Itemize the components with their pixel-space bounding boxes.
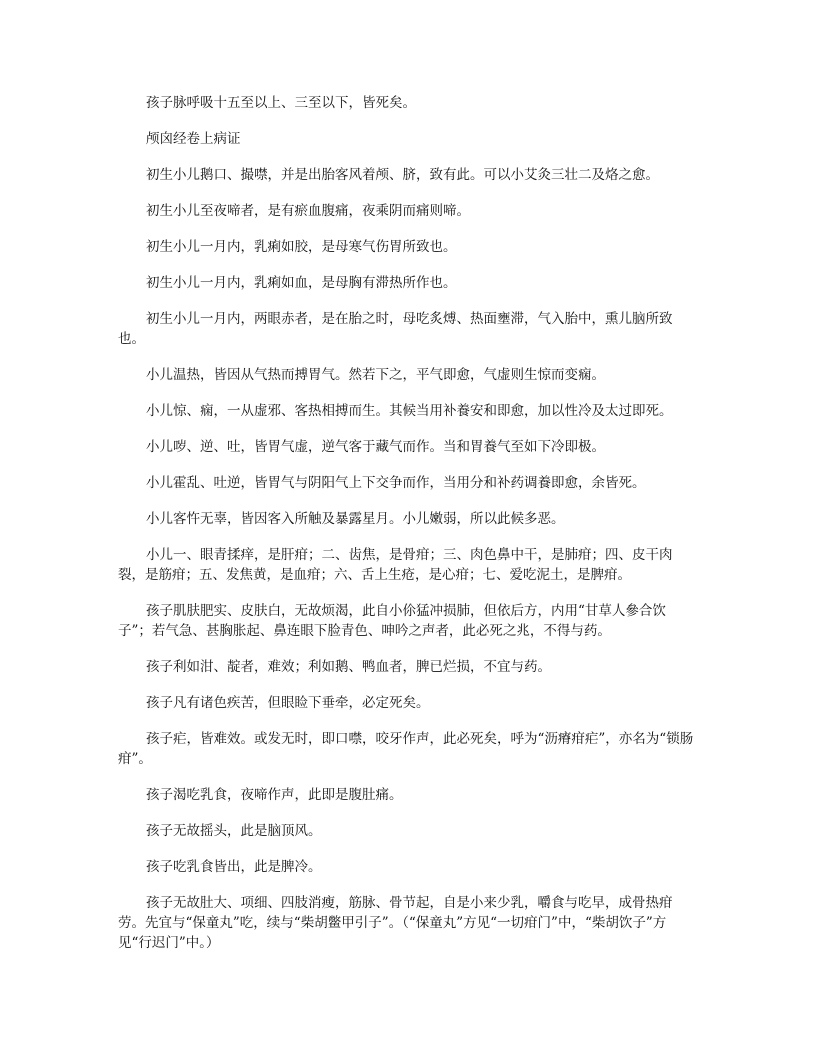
paragraph: 小儿客忤无辜，皆因客入所触及暴露星月。小儿嫩弱，所以此候多恶。 [146,511,565,527]
document-body [118,93,696,969]
paragraph: 初生小儿至夜啼者，是有瘀血腹痛，夜乘阴而痛则啼。 [146,203,470,219]
paragraph: 初生小儿一月内，两眼赤者，是在胎之时，母吃炙煿、热面壅滞，气入胎中，熏儿脑所致也。 [118,311,673,347]
paragraph: 初生小儿鹅口、撮噤，并是出胎客风着颅、脐，致有此。可以小艾灸三壮二及烙之愈。 [146,167,659,183]
paragraph: 小儿惊、痫，一从虚邪、客热相搏而生。其候当用补養安和即愈，加以性冷及太过即死。 [146,403,673,419]
paragraph: 孩子利如泔、靛者，难效；利如鹅、鸭血者，脾已烂损，不宜与药。 [146,659,551,675]
paragraph: 孩子无故摇头，此是脑顶风。 [146,823,322,839]
paragraph: 小儿温热，皆因从气热而搏胃气。然若下之，平气即愈，气虚则生惊而变痫。 [146,367,605,383]
paragraph: 孩子疟，皆难效。或发无时，即口噤，咬牙作声，此必死矣，呼为“沥瘠疳疟”，亦名为“锁肠疳”。 [118,731,694,767]
paragraph: 孩子渴吃乳食，夜啼作声，此即是腹肚痛。 [146,787,403,803]
section-heading: 颅囟经卷上病证 [146,131,241,147]
paragraph: 小儿一、眼青揉痒，是肝疳；二、齿焦，是骨疳；三、肉色鼻中干，是肺疳；四、皮干肉裂，是筋疳；五、发焦黄，是血疳；六、舌上生疮，是心疳；七、爱吃泥土，是脾疳。 [118,547,673,583]
paragraph: 孩子凡有诸色疾苦，但眼睑下垂牵，必定死矣。 [146,695,430,711]
paragraph: 孩子吃乳食皆出，此是脾冷。 [146,859,322,875]
paragraph: 初生小儿一月内，乳痢如胶，是母寒气伤胃所致也。 [146,239,457,255]
paragraph: 小儿哕、逆、吐，皆胃气虚，逆气客于藏气而作。当和胃養气至如下冷即极。 [146,439,605,455]
paragraph: 孩子肌肤肥实、皮肤白，无故烦渴，此自小伱猛冲损肺，但依后方，内用“甘草人參合饮子”；若气急、甚胸胀起、鼻连眼下脸青色、呻吟之声者，此必死之兆，不得与药。 [118,603,666,639]
paragraph-pulse-death: 孩子脉呼吸十五至以上、三至以下，皆死矣。 [146,95,416,111]
paragraph: 初生小儿一月内，乳痢如血，是母胸有滞热所作也。 [146,275,457,291]
paragraph: 孩子无故肚大、项细、四肢消瘦，筋脉、骨节起，自是小来少乳，嚼食与吃早，成骨热疳劳。先宜与“保童丸”吃，续与“柴胡鳖甲引子”。（“保童丸”方见“一切疳门”中，“柴胡饮子”方见“行迟门”中。） [118,895,673,951]
paragraph: 小儿霍乱、吐逆，皆胃气与阴阳气上下交争而作，当用分和补药调養即愈，余皆死。 [146,475,646,491]
